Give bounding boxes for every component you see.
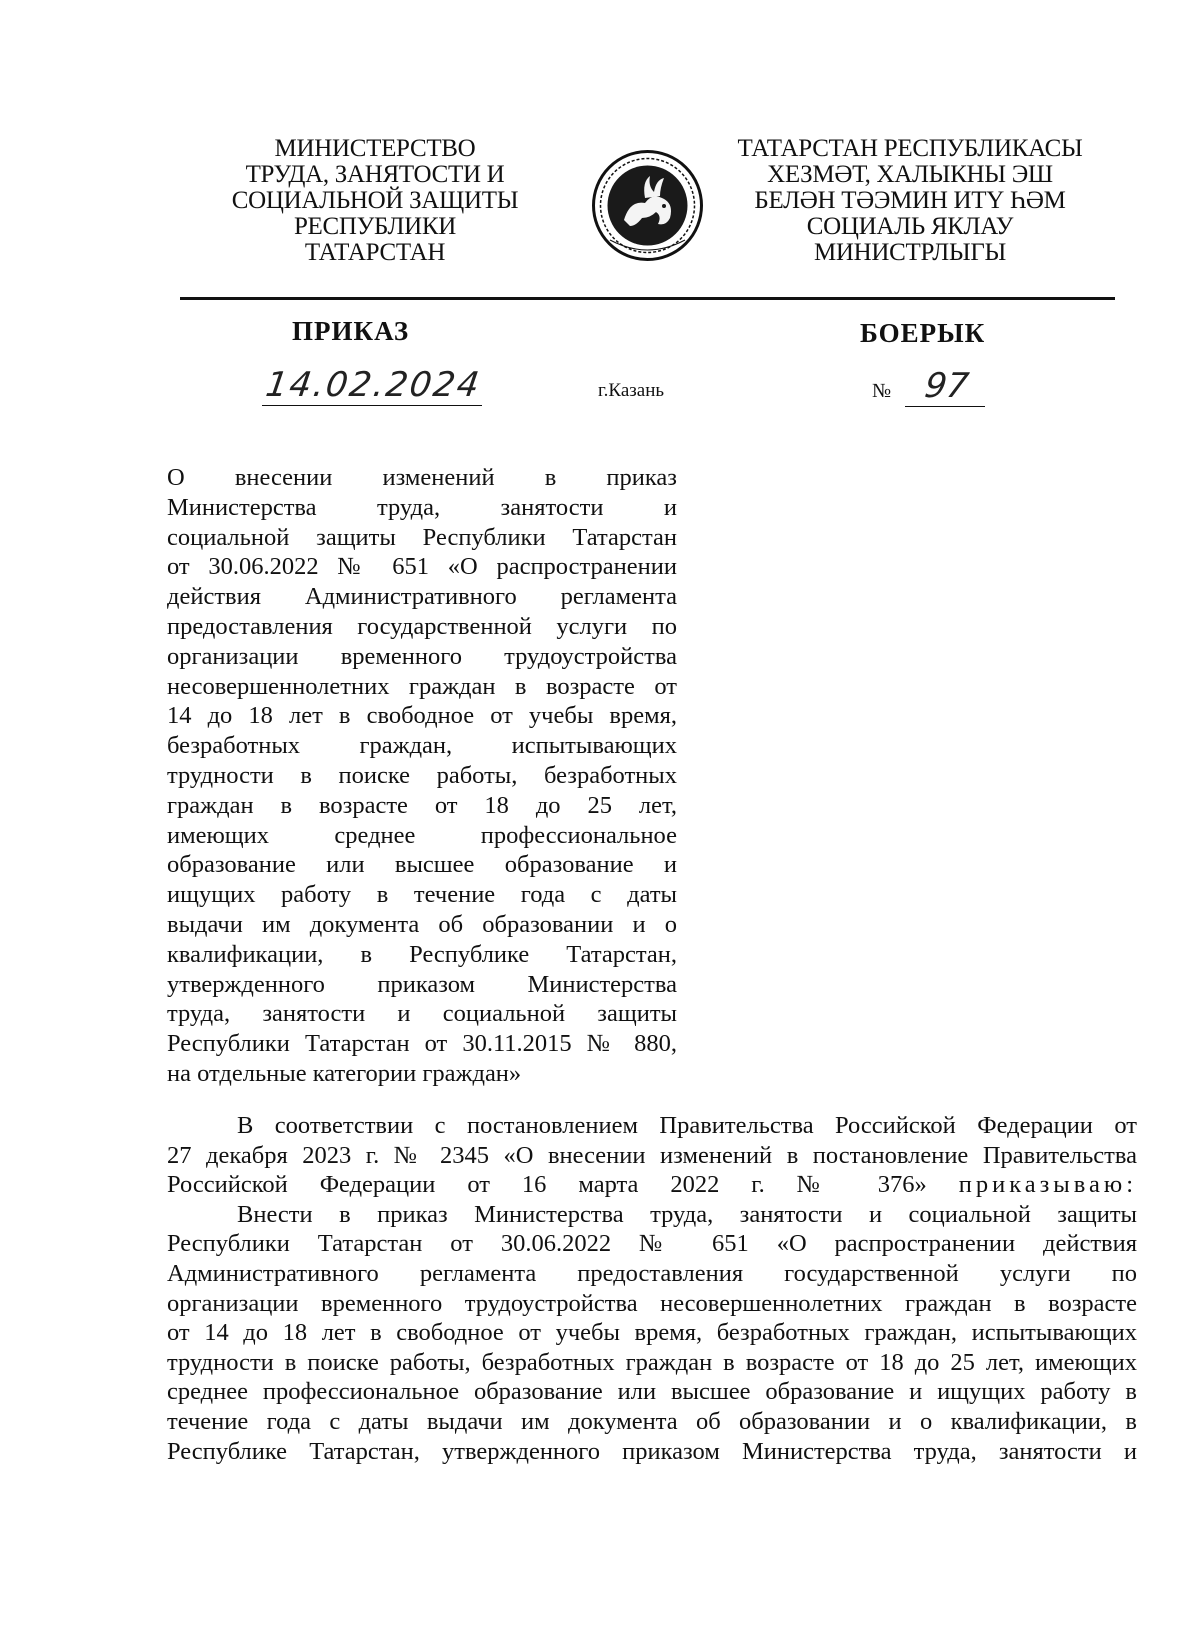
body-line: Внести в приказ Министерства труда, занятости и социальной защиты bbox=[237, 1200, 1137, 1228]
ministry-name-tt-line: МИНИСТРЛЫГЫ bbox=[813, 239, 1007, 266]
body-line: трудности в поиске работы, безработных граждан в возрасте от 18 до 25 лет, имеющих bbox=[167, 1348, 1137, 1376]
ministry-name-tt bbox=[730, 136, 1090, 266]
subject-line: Министерства труда, занятости и bbox=[167, 493, 677, 521]
ministry-name-ru-line: ТАТАРСТАН bbox=[304, 239, 446, 266]
ministry-name-ru-line: ТРУДА, ЗАНЯТОСТИ И bbox=[245, 161, 505, 188]
subject-line: 14 до 18 лет в свободное от учебы время, bbox=[167, 702, 677, 730]
body-line: 27 декабря 2023 г. № 2345 «О внесении изменений в постановление Правительства bbox=[167, 1141, 1137, 1169]
subject-line: безработных граждан, испытывающих bbox=[167, 732, 677, 760]
ministry-name-ru-line: СОЦИАЛЬНОЙ ЗАЩИТЫ bbox=[231, 187, 519, 214]
subject-line: имеющих среднее профессиональное bbox=[167, 821, 677, 849]
order-date-field bbox=[262, 365, 482, 406]
body-line bbox=[167, 1170, 1137, 1200]
body-line: течение года с даты выдачи им документа об образовании и о квалификации, в bbox=[167, 1407, 1137, 1435]
subject-line: Республики Татарстан от 30.11.2015 № 880, bbox=[167, 1030, 677, 1058]
subject-line: труда, занятости и социальной защиты bbox=[167, 1000, 677, 1028]
subject-line: утвержденного приказом Министерства bbox=[167, 970, 677, 998]
subject-line: на отдельные категории граждан» bbox=[167, 1059, 522, 1087]
ministry-name-ru bbox=[195, 136, 555, 266]
ministry-name-tt-line: БЕЛӘН ТӘЭМИН ИТҮ ҺӘМ bbox=[754, 187, 1066, 214]
body-line: от 14 до 18 лет в свободное от учебы время, безработных граждан, испытывающих bbox=[167, 1319, 1137, 1347]
body-line: организации временного трудоустройства несовершеннолетних граждан в возрасте bbox=[167, 1289, 1137, 1317]
subject-line: ищущих работу в течение года с даты bbox=[167, 881, 677, 909]
body-line: среднее профессиональное образование или высшее образование и ищущих работу в bbox=[167, 1378, 1137, 1406]
subject-line: социальной защиты Республики Татарстан bbox=[167, 523, 677, 551]
ministry-name-ru-line: МИНИСТЕРСТВО bbox=[274, 135, 476, 162]
subject-line: граждан в возрасте от 18 до 25 лет, bbox=[167, 791, 677, 819]
tatarstan-emblem-icon bbox=[590, 148, 705, 263]
body-line-text: Российской Федерации от 16 марта 2022 г. № 376» bbox=[167, 1171, 927, 1199]
order-number: 97 bbox=[922, 366, 972, 406]
ministry-name-tt-line: ХЕЗМӘТ, ХАЛЫКНЫ ЭШ bbox=[767, 161, 1053, 188]
order-body bbox=[167, 1111, 1137, 1466]
order-title-tt: БОЕРЫК bbox=[860, 318, 986, 348]
subject-line: организации временного трудоустройства bbox=[167, 642, 677, 670]
subject-line: квалификации, в Республике Татарстан, bbox=[167, 940, 677, 968]
subject-line: образование или высшее образование и bbox=[167, 851, 677, 879]
order-title-ru: ПРИКАЗ bbox=[292, 316, 410, 346]
subject-line: предоставления государственной услуги по bbox=[167, 612, 677, 640]
order-subject bbox=[167, 463, 677, 1089]
order-date: 14.02.2024 bbox=[263, 365, 484, 405]
subject-line: действия Административного регламента bbox=[167, 583, 677, 611]
subject-line: от 30.06.2022 № 651 «О распространении bbox=[167, 553, 677, 581]
order-number-field bbox=[905, 366, 985, 407]
header-divider bbox=[180, 297, 1115, 300]
subject-line: несовершеннолетних граждан в возрасте от bbox=[167, 672, 677, 700]
body-line: Административного регламента предоставления государственной услуги по bbox=[167, 1259, 1137, 1287]
subject-line: О внесении изменений в приказ bbox=[167, 464, 677, 491]
subject-line: выдачи им документа об образовании и о bbox=[167, 910, 677, 938]
body-line: Республике Татарстан, утвержденного приказом Министерства труда, занятости и bbox=[167, 1437, 1137, 1465]
order-city: г.Казань bbox=[598, 380, 665, 401]
order-command-word: приказываю: bbox=[958, 1171, 1137, 1199]
order-number-label: № bbox=[872, 380, 892, 402]
ministry-name-ru-line: РЕСПУБЛИКИ bbox=[293, 213, 457, 240]
ministry-name-tt-line: СОЦИАЛЬ ЯКЛАУ bbox=[806, 213, 1014, 240]
ministry-name-tt-line: ТАТАРСТАН РЕСПУБЛИКАСЫ bbox=[737, 135, 1083, 162]
body-line: В соответствии с постановлением Правительства Российской Федерации от bbox=[237, 1112, 1137, 1139]
subject-line: трудности в поиске работы, безработных bbox=[167, 761, 677, 789]
body-line: Республики Татарстан от 30.06.2022 № 651 «О распространении действия bbox=[167, 1230, 1137, 1258]
